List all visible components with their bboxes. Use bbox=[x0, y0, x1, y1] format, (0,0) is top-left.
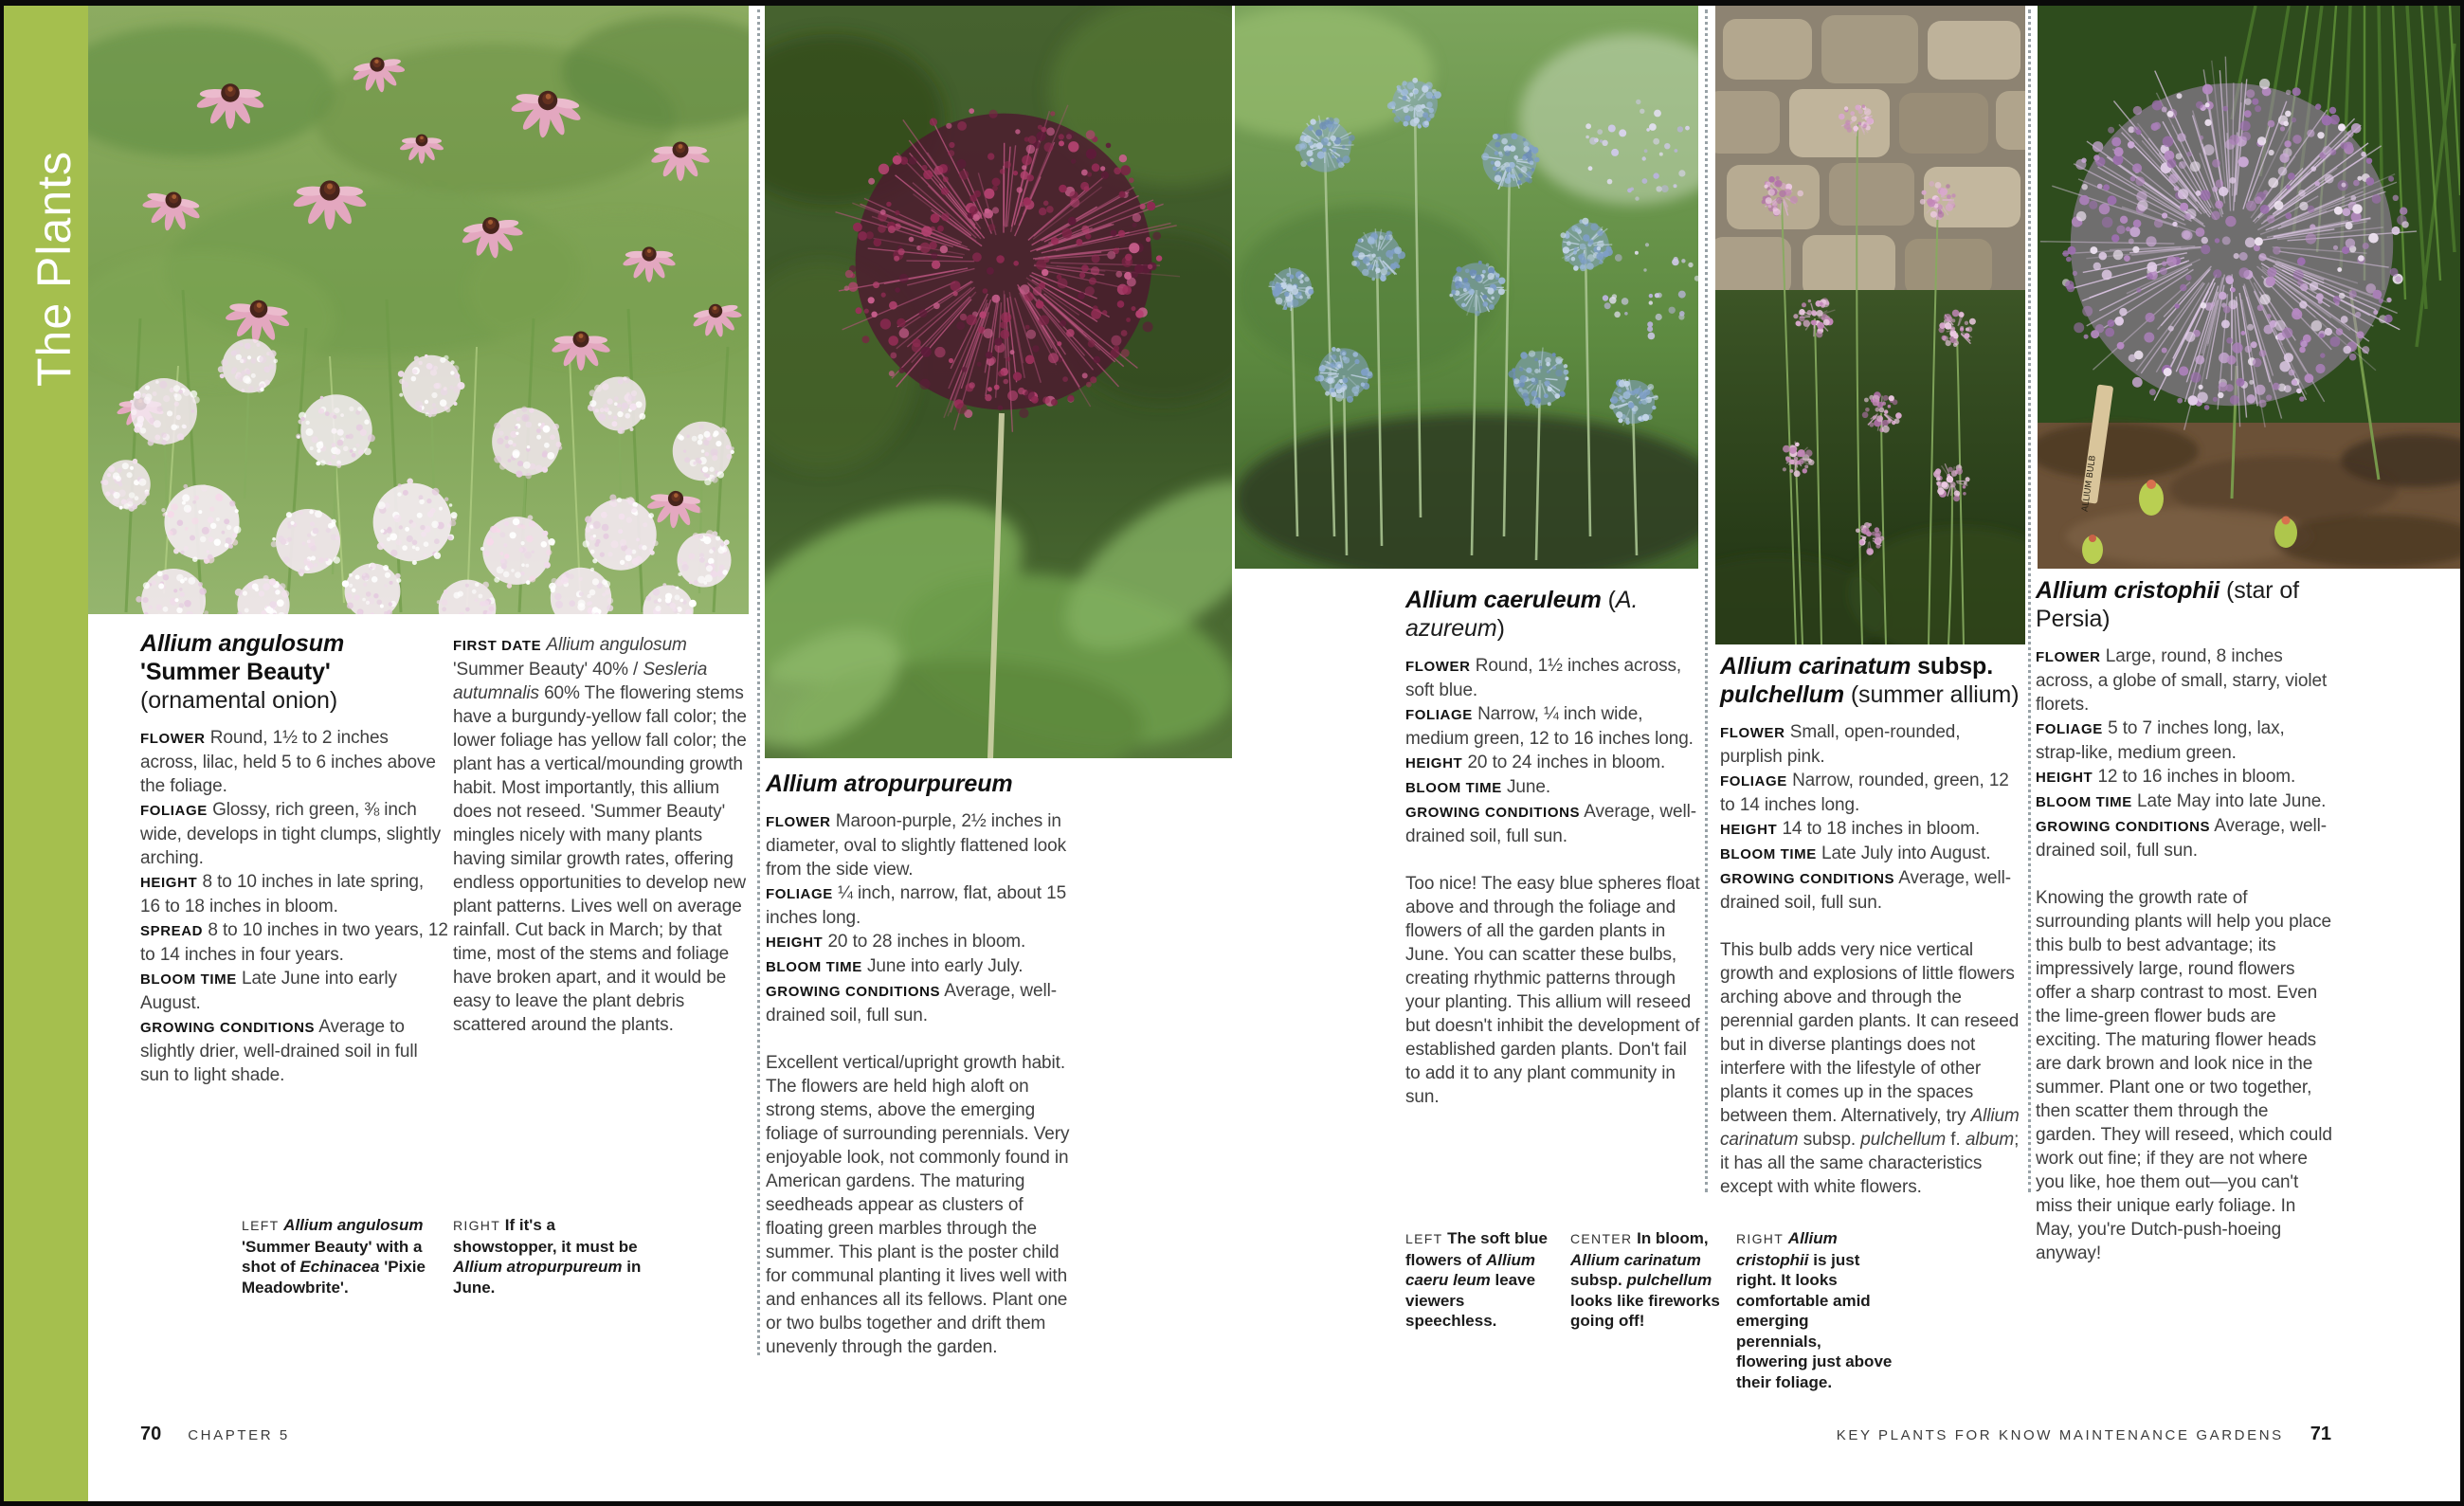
spec-spread: SPREAD 8 to 10 inches in two years, 12 to 14 inches in four years. bbox=[140, 920, 448, 965]
column-divider-dotted bbox=[1705, 9, 1708, 1192]
spec-bloom-time: BLOOM TIME Late June into early August. bbox=[140, 969, 397, 1013]
spec-first-date: FIRST DATE Allium angulosum 'Summer Beauty' 40% / Sesleria autumnalis 60% The flowering stems have a burgundy-yellow fall color; the lower foliage has yellow fall color; the plant has a vertical/mounding growth habit. Most importantly, this allium does not reseed. 'Summer Beauty' mingles nicely with many plants having similar growth rates, offering endless opportunities to develop new plant patterns. Lives well on average rainfall. Cut back in March; by that time, most of the stems and foliage have broken apart, and it would be easy to leave the plant debris scattered around the plants. bbox=[453, 635, 747, 1035]
entry-allium-carinatum-pulchellum bbox=[1720, 652, 2025, 1199]
entry-allium-angulosum bbox=[140, 629, 448, 1087]
entry-angulosum-first-date bbox=[453, 633, 759, 1037]
species-heading bbox=[1405, 586, 1701, 643]
footer-left-page bbox=[140, 1424, 290, 1445]
spec-flower: FLOWER Round, 1½ inches across, soft blue. bbox=[1405, 656, 1682, 700]
spec-height: HEIGHT 20 to 28 inches in bloom. bbox=[766, 932, 1026, 952]
spec-growing-conditions: GROWING CONDITIONS Average to slightly drier, well-drained soil in full sun to light shade. bbox=[140, 1017, 418, 1085]
plant-label-text: ALLIUM BULB bbox=[2080, 454, 2098, 513]
caption-lead: RIGHT bbox=[453, 1218, 501, 1233]
species-name: Allium atropurpureum bbox=[766, 771, 1013, 797]
photo-allium-angulosum-summer-beauty bbox=[88, 6, 749, 614]
synonym-name: (A. azureum) bbox=[1405, 587, 1639, 642]
spec-growing-conditions: GROWING CONDITIONS Average, well-drained soil, full sun. bbox=[766, 981, 1057, 1025]
entry-allium-atropurpureum bbox=[766, 770, 1074, 1359]
spec-growing-conditions: GROWING CONDITIONS Average, well-drained soil, full sun. bbox=[1405, 802, 1696, 846]
spec-growing-conditions: GROWING CONDITIONS Average, well-drained soil, full sun. bbox=[2036, 816, 2327, 861]
page-number-71: 71 bbox=[2310, 1424, 2331, 1444]
caption-right-page-left: LEFT The soft blue flowers of Allium caeru leum leave viewers speechless. bbox=[1405, 1229, 1548, 1330]
species-name: Allium angulosum 'Summer Beauty' bbox=[140, 630, 345, 685]
species-name: Allium carinatum subsp. pulchellum bbox=[1720, 653, 1994, 708]
spec-bloom-time: BLOOM TIME June. bbox=[1405, 777, 1550, 797]
spec-flower: FLOWER Round, 1½ to 2 inches across, lilac, held 5 to 6 inches above the foliage. bbox=[140, 728, 436, 796]
spec-height: HEIGHT 12 to 16 inches in bloom. bbox=[2036, 767, 2296, 787]
entry-description: This bulb adds very nice vertical growth and explosions of little flowers arching above and through the perennial garden plants. It can reseed but in diverse plantings does not interfere with the lifestyle of other plants it comes up in the spaces between them. Alternatively, try Allium carinatum subsp. pulchellum f. album; it has all the same characteristics except with white flowers. bbox=[1720, 940, 2020, 1197]
spec-height: HEIGHT 20 to 24 inches in bloom. bbox=[1405, 753, 1666, 772]
photo-allium-carinatum-pulchellum bbox=[1715, 6, 2025, 644]
species-name: Allium cristophii bbox=[2036, 577, 2220, 604]
photo-allium-atropurpureum bbox=[765, 6, 1232, 758]
photo-allium-cristophii bbox=[2038, 6, 2460, 569]
species-name: Allium caeruleum bbox=[1405, 587, 1602, 613]
species-heading bbox=[766, 770, 1074, 798]
photo-allium-caeruleum bbox=[1235, 6, 1698, 569]
entry-description: Excellent vertical/upright growth habit. The flowers are held high aloft on strong stems, above the emerging foliage of surrounding perennials. Very enjoyable look, not commonly found in American gardens. The maturing seedheads appear as clusters of floating green marbles through the summer. This plant is the poster child for communal planting it lives well with and enhances all its fellows. Plant one or two bulbs together and drift them unevenly through the garden. bbox=[766, 1053, 1070, 1357]
spec-foliage: FOLIAGE Narrow, rounded, green, 12 to 14 inches long. bbox=[1720, 771, 2009, 815]
caption-lead: CENTER bbox=[1570, 1231, 1633, 1246]
caption-right-page-center: CENTER In bloom, Allium carinatum subsp. pulchellum looks like fireworks going off! bbox=[1570, 1229, 1720, 1330]
spec-foliage: FOLIAGE Glossy, rich green, ⅜ inch wide, develops in tight clumps, slightly arching. bbox=[140, 800, 442, 868]
entry-description: Too nice! The easy blue spheres float above and through the foliage and flowers of all the garden plants in June. You can scatter these bulbs, creating rhythmic patterns through your planting. This allium will reseed but doesn't inhibit the development of established garden plants. Don't fail to add it to any plant community in sun. bbox=[1405, 874, 1700, 1107]
running-head: KEY PLANTS FOR KNOW MAINTENANCE GARDENS bbox=[1836, 1427, 2284, 1443]
spec-growing-conditions: GROWING CONDITIONS Average, well-drained soil, full sun. bbox=[1720, 868, 2011, 913]
common-name: (ornamental onion) bbox=[140, 687, 338, 714]
caption-lead: LEFT bbox=[242, 1218, 280, 1233]
spec-foliage: FOLIAGE ¼ inch, narrow, flat, about 15 inches long. bbox=[766, 883, 1067, 928]
spec-flower: FLOWER Maroon-purple, 2½ inches in diameter, oval to slightly flattened look from the side view. bbox=[766, 811, 1066, 880]
caption-left-page-left: LEFT Allium angulosum 'Summer Beauty' with a shot of Echinacea 'Pixie Meadowbrite'. bbox=[242, 1216, 426, 1297]
spec-bloom-time: BLOOM TIME Late July into August. bbox=[1720, 844, 1991, 863]
species-heading bbox=[1720, 652, 2025, 709]
spec-foliage: FOLIAGE 5 to 7 inches long, lax, strap-like, medium green. bbox=[2036, 718, 2285, 763]
chapter-title: The Plants bbox=[27, 150, 81, 387]
page-number-70: 70 bbox=[140, 1424, 162, 1444]
species-heading bbox=[140, 629, 448, 715]
common-name: (summer allium) bbox=[1850, 681, 2020, 708]
caption-right-page-right: RIGHT Allium cristophii is just right. It looks comfortable amid emerging perennials, flowering just above their foliage. bbox=[1736, 1229, 1893, 1391]
spec-foliage: FOLIAGE Narrow, ¼ inch wide, medium green, 12 to 16 inches long. bbox=[1405, 704, 1694, 749]
species-heading bbox=[2036, 576, 2333, 633]
column-divider-dotted bbox=[2028, 9, 2031, 1192]
caption-lead: RIGHT bbox=[1736, 1231, 1785, 1246]
spec-height: HEIGHT 8 to 10 inches in late spring, 16 to 18 inches in bloom. bbox=[140, 872, 425, 916]
spec-flower: FLOWER Small, open-rounded, purplish pink. bbox=[1720, 722, 1961, 767]
spec-bloom-time: BLOOM TIME June into early July. bbox=[766, 956, 1024, 976]
spec-height: HEIGHT 14 to 18 inches in bloom. bbox=[1720, 819, 1981, 839]
caption-lead: LEFT bbox=[1405, 1231, 1443, 1246]
entry-allium-cristophii bbox=[2036, 576, 2333, 1265]
caption-left-page-right: RIGHT If it's a showstopper, it must be Allium atropurpureum in June. bbox=[453, 1216, 642, 1297]
chapter-sidebar bbox=[4, 6, 88, 1501]
entry-allium-caeruleum bbox=[1405, 586, 1701, 1109]
chapter-label: CHAPTER 5 bbox=[188, 1427, 290, 1443]
spec-bloom-time: BLOOM TIME Late May into late June. bbox=[2036, 791, 2327, 811]
common-name: (star of Persia) bbox=[2036, 577, 2300, 632]
entry-description: Knowing the growth rate of surrounding plants will help you place this bulb to best advantage; its impressively large, round flowers offer a sharp contrast to most. Even the lime-green flower buds are exciting. The maturing flower heads are dark brown and look nice in the summer. Plant one or two together, then scatter them through the garden. They will reseed, which could work out fine; if they are not where you like, hoe them out—you can't miss their unique early foliage. In May, you're Dutch-push-hoeing anyway! bbox=[2036, 888, 2332, 1263]
spec-flower: FLOWER Large, round, 8 inches across, a globe of small, starry, violet florets. bbox=[2036, 646, 2328, 715]
footer-right-page bbox=[1611, 1424, 2331, 1445]
